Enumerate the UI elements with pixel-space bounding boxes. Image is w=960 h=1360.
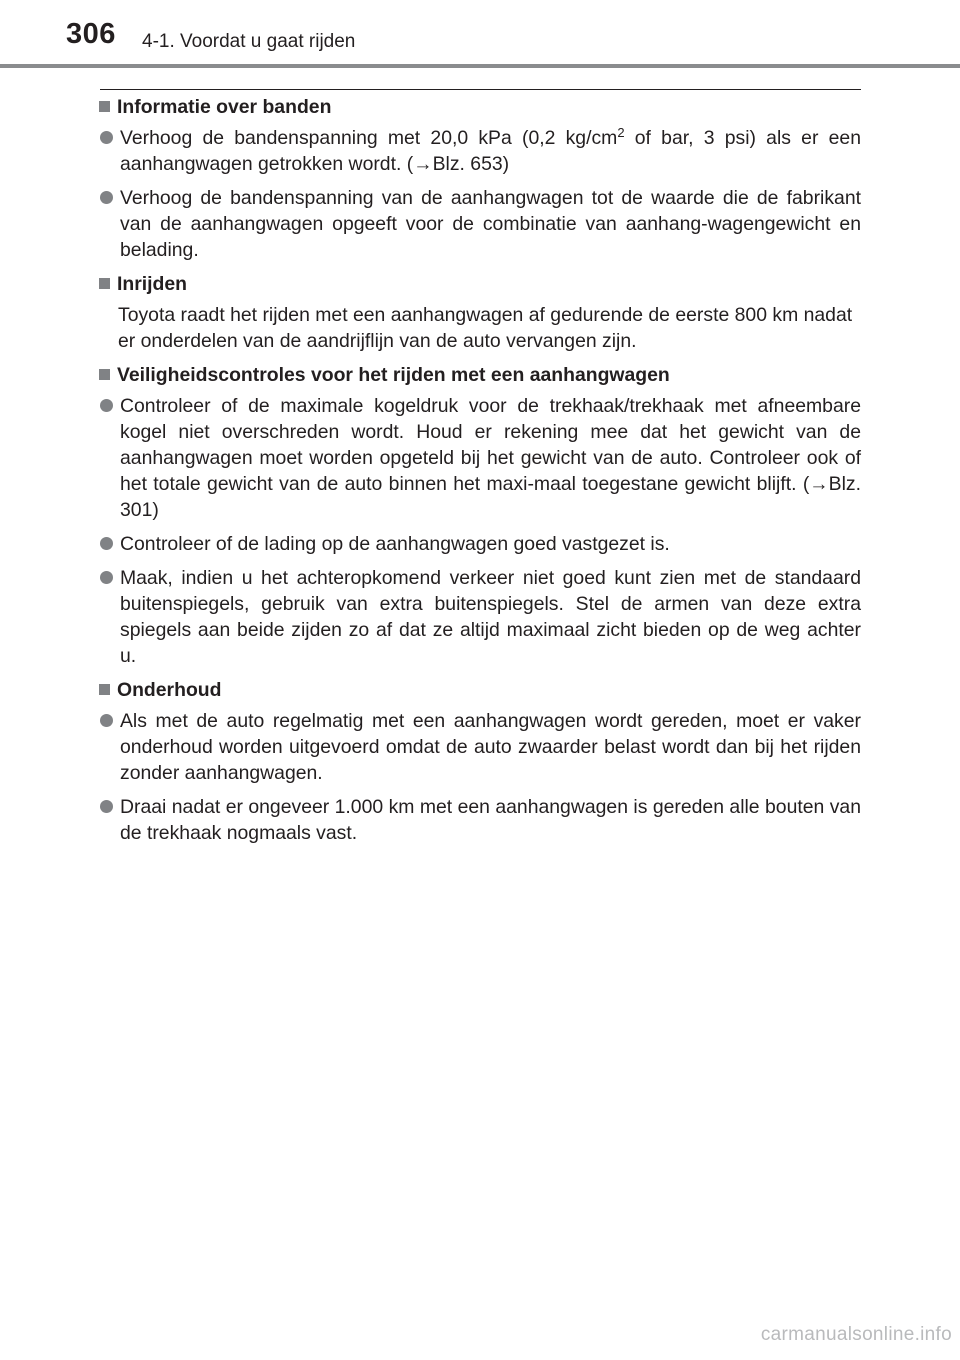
square-bullet-icon: [99, 684, 110, 695]
dot-bullet-icon: [100, 800, 113, 813]
text-segment: Verhoog de bandenspanning met 20,0 kPa (0,2 kg/cm: [120, 127, 618, 149]
list-item: [98, 393, 861, 523]
section-paragraph: Toyota raadt het rijden met een aanhangwagen af gedurende de eerste 800 km nadat er onderdelen van de aandrijflijn van de auto vervangen zijn.: [118, 304, 853, 352]
list-item: [98, 185, 861, 263]
list-item-text: Als met de auto regelmatig met een aanhangwagen wordt gereden, moet er vaker onderhoud worden uitgevoerd omdat de auto zwaarder belast wordt dan bij het rijden zonder aanhangwagen.: [120, 710, 861, 784]
text-segment: of bar, 3 psi) als er een aanhangwagen getrokken wordt. (→Blz. 653): [120, 127, 861, 175]
section-heading: [98, 362, 861, 388]
list-item-text: Controleer of de maximale kogeldruk voor de trekhaak/trekhaak met afneembare kogel niet overschreden wordt. Houd er rekening mee dat het gewicht van de aanhangwagen moet worden opgeteld bij het gewicht van de auto. Controleer ook of het totale gewicht van de auto binnen het maxi-maal toegestane gewicht blijft. (→Blz. 301): [120, 395, 861, 521]
dot-bullet-icon: [100, 537, 113, 550]
section-heading: [98, 94, 861, 120]
dot-bullet-icon: [100, 571, 113, 584]
dot-bullet-icon: [100, 191, 113, 204]
list-item: [98, 531, 861, 557]
section-title: Inrijden: [117, 273, 188, 295]
dot-bullet-icon: [100, 714, 113, 727]
list-item-text: Verhoog de bandenspanning van de aanhangwagen tot de waarde die de fabrikant van de aanhangwagen opgeeft voor de combinatie van aanhang-wagengewicht en belading.: [120, 187, 861, 261]
section-tire-info: [98, 94, 861, 263]
list-item-text: Controleer of de lading op de aanhangwagen goed vastgezet is.: [120, 533, 670, 555]
list-item-text: Maak, indien u het achteropkomend verkeer niet goed kunt zien met de standaard buitenspiegels, gebruik van extra buitenspiegels. Stel de armen van deze extra spiegels aan beide zijden zo af dat ze altijd maximaal zicht bieden op de weg achter u.: [120, 567, 861, 667]
list-item: [98, 565, 861, 669]
square-bullet-icon: [99, 101, 110, 112]
list-item: [98, 708, 861, 786]
dot-bullet-icon: [100, 399, 113, 412]
watermark: carmanualsonline.info: [760, 1324, 952, 1345]
page-number: 306: [66, 18, 116, 50]
section-title: Veiligheidscontroles voor het rijden met een aanhangwagen: [117, 364, 670, 386]
list-item: [98, 125, 861, 177]
list-item-text: [120, 125, 861, 177]
section-safety-checks: [98, 362, 861, 669]
header-title: 4-1. Voordat u gaat rijden: [142, 31, 356, 52]
section-title: Informatie over banden: [117, 96, 332, 118]
section-heading: [98, 677, 861, 703]
section-title: Onderhoud: [117, 679, 222, 701]
superscript: 2: [617, 125, 625, 140]
section-break-in: [98, 271, 861, 354]
page-content: [98, 94, 861, 854]
list-item-text: Draai nadat er ongeveer 1.000 km met een aanhangwagen is gereden alle bouten van de trekhaak nogmaals vast.: [120, 796, 861, 844]
square-bullet-icon: [99, 278, 110, 289]
list-item: [98, 794, 861, 846]
section-maintenance: [98, 677, 861, 846]
header-rule: [0, 64, 960, 68]
section-heading: [98, 271, 861, 297]
dot-bullet-icon: [100, 131, 113, 144]
square-bullet-icon: [99, 369, 110, 380]
content-rule: [100, 89, 861, 90]
